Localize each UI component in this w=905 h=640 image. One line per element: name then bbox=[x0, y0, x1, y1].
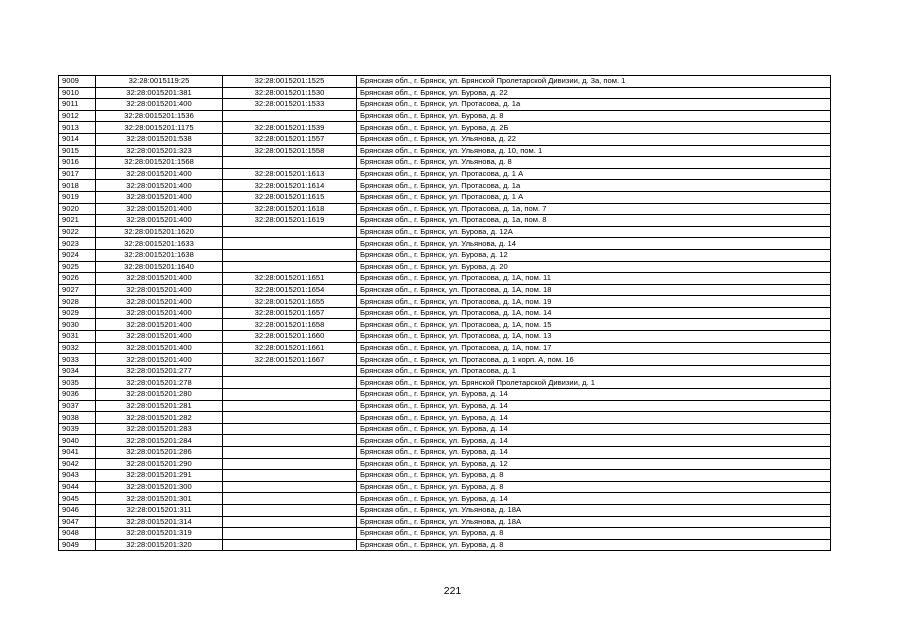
table-row bbox=[59, 273, 831, 285]
record-number-cell: 9017 bbox=[59, 168, 96, 180]
table-row bbox=[59, 307, 831, 319]
cadastral-number-cell: 32:28:0015201:323 bbox=[96, 145, 223, 157]
address-cell: Брянская обл., г. Брянск, ул. Бурова, д. 12А bbox=[357, 226, 831, 238]
cadastral-number-cell: 32:28:0015119:25 bbox=[96, 76, 223, 88]
table-row bbox=[59, 354, 831, 366]
address-cell: Брянская обл., г. Брянск, ул. Ульянова, д. 22 bbox=[357, 133, 831, 145]
cadastral-number-cell: 32:28:0015201:314 bbox=[96, 516, 223, 528]
record-number-cell: 9037 bbox=[59, 400, 96, 412]
record-number-cell: 9039 bbox=[59, 423, 96, 435]
premises-cadastral-number-cell: 32:28:0015201:1614 bbox=[223, 180, 357, 192]
record-number-cell: 9011 bbox=[59, 99, 96, 111]
premises-cadastral-number-cell bbox=[223, 481, 357, 493]
premises-cadastral-number-cell: 32:28:0015201:1660 bbox=[223, 331, 357, 343]
record-number-cell: 9031 bbox=[59, 331, 96, 343]
record-number-cell: 9036 bbox=[59, 389, 96, 401]
record-number-cell: 9015 bbox=[59, 145, 96, 157]
record-number-cell: 9044 bbox=[59, 481, 96, 493]
premises-cadastral-number-cell: 32:28:0015201:1558 bbox=[223, 145, 357, 157]
record-number-cell: 9032 bbox=[59, 342, 96, 354]
premises-cadastral-number-cell: 32:28:0015201:1557 bbox=[223, 133, 357, 145]
table-row bbox=[59, 203, 831, 215]
address-cell: Брянская обл., г. Брянск, ул. Ульянова, д. 14 bbox=[357, 238, 831, 250]
premises-cadastral-number-cell: 32:28:0015201:1655 bbox=[223, 296, 357, 308]
table-row bbox=[59, 481, 831, 493]
cadastral-number-cell: 32:28:0015201:281 bbox=[96, 400, 223, 412]
address-cell: Брянская обл., г. Брянск, ул. Бурова, д. 14 bbox=[357, 493, 831, 505]
record-number-cell: 9046 bbox=[59, 504, 96, 516]
cadastral-number-cell: 32:28:0015201:400 bbox=[96, 180, 223, 192]
cadastral-number-cell: 32:28:0015201:400 bbox=[96, 284, 223, 296]
table-row bbox=[59, 389, 831, 401]
table-row bbox=[59, 493, 831, 505]
table-row bbox=[59, 504, 831, 516]
address-cell: Брянская обл., г. Брянск, ул. Протасова, д. 1А, пом. 13 bbox=[357, 331, 831, 343]
cadastral-number-cell: 32:28:0015201:1638 bbox=[96, 249, 223, 261]
address-cell: Брянская обл., г. Брянск, ул. Протасова, д. 1а, пом. 7 bbox=[357, 203, 831, 215]
record-number-cell: 9016 bbox=[59, 157, 96, 169]
table-row bbox=[59, 87, 831, 99]
table-row bbox=[59, 400, 831, 412]
premises-cadastral-number-cell bbox=[223, 389, 357, 401]
premises-cadastral-number-cell bbox=[223, 226, 357, 238]
premises-cadastral-number-cell: 32:28:0015201:1651 bbox=[223, 273, 357, 285]
cadastral-number-cell: 32:28:0015201:282 bbox=[96, 412, 223, 424]
premises-cadastral-number-cell: 32:28:0015201:1667 bbox=[223, 354, 357, 366]
table-row bbox=[59, 110, 831, 122]
records-table bbox=[58, 75, 831, 551]
premises-cadastral-number-cell: 32:28:0015201:1658 bbox=[223, 319, 357, 331]
table-row bbox=[59, 447, 831, 459]
record-number-cell: 9043 bbox=[59, 470, 96, 482]
address-cell: Брянская обл., г. Брянск, ул. Бурова, д. 8 bbox=[357, 481, 831, 493]
cadastral-number-cell: 32:28:0015201:311 bbox=[96, 504, 223, 516]
cadastral-number-cell: 32:28:0015201:400 bbox=[96, 307, 223, 319]
cadastral-number-cell: 32:28:0015201:320 bbox=[96, 539, 223, 551]
premises-cadastral-number-cell: 32:28:0015201:1533 bbox=[223, 99, 357, 111]
cadastral-number-cell: 32:28:0015201:278 bbox=[96, 377, 223, 389]
address-cell: Брянская обл., г. Брянск, ул. Брянской Пролетарской Дивизии, д. 3а, пом. 1 bbox=[357, 76, 831, 88]
record-number-cell: 9010 bbox=[59, 87, 96, 99]
premises-cadastral-number-cell bbox=[223, 528, 357, 540]
premises-cadastral-number-cell bbox=[223, 400, 357, 412]
address-cell: Брянская обл., г. Брянск, ул. Протасова, д. 1А, пом. 18 bbox=[357, 284, 831, 296]
record-number-cell: 9027 bbox=[59, 284, 96, 296]
table-row bbox=[59, 261, 831, 273]
address-cell: Брянская обл., г. Брянск, ул. Протасова, д. 1А, пом. 15 bbox=[357, 319, 831, 331]
table-row bbox=[59, 238, 831, 250]
cadastral-number-cell: 32:28:0015201:400 bbox=[96, 354, 223, 366]
premises-cadastral-number-cell bbox=[223, 516, 357, 528]
cadastral-number-cell: 32:28:0015201:400 bbox=[96, 215, 223, 227]
cadastral-number-cell: 32:28:0015201:1568 bbox=[96, 157, 223, 169]
address-cell: Брянская обл., г. Брянск, ул. Протасова, д. 1 корп. А, пом. 16 bbox=[357, 354, 831, 366]
premises-cadastral-number-cell bbox=[223, 423, 357, 435]
premises-cadastral-number-cell: 32:28:0015201:1613 bbox=[223, 168, 357, 180]
cadastral-number-cell: 32:28:0015201:1175 bbox=[96, 122, 223, 134]
address-cell: Брянская обл., г. Брянск, ул. Протасова, д. 1 А bbox=[357, 168, 831, 180]
record-number-cell: 9026 bbox=[59, 273, 96, 285]
address-cell: Брянская обл., г. Брянск, ул. Протасова, д. 1 А bbox=[357, 191, 831, 203]
table-row bbox=[59, 284, 831, 296]
premises-cadastral-number-cell: 32:28:0015201:1654 bbox=[223, 284, 357, 296]
premises-cadastral-number-cell bbox=[223, 249, 357, 261]
premises-cadastral-number-cell: 32:28:0015201:1615 bbox=[223, 191, 357, 203]
address-cell: Брянская обл., г. Брянск, ул. Протасова, д. 1а bbox=[357, 180, 831, 192]
record-number-cell: 9047 bbox=[59, 516, 96, 528]
record-number-cell: 9009 bbox=[59, 76, 96, 88]
cadastral-number-cell: 32:28:0015201:319 bbox=[96, 528, 223, 540]
table-row bbox=[59, 539, 831, 551]
record-number-cell: 9023 bbox=[59, 238, 96, 250]
cadastral-number-cell: 32:28:0015201:400 bbox=[96, 296, 223, 308]
table-row bbox=[59, 249, 831, 261]
record-number-cell: 9045 bbox=[59, 493, 96, 505]
address-cell: Брянская обл., г. Брянск, ул. Ульянова, д. 18А bbox=[357, 504, 831, 516]
record-number-cell: 9049 bbox=[59, 539, 96, 551]
record-number-cell: 9020 bbox=[59, 203, 96, 215]
table-row bbox=[59, 133, 831, 145]
table-row bbox=[59, 423, 831, 435]
record-number-cell: 9033 bbox=[59, 354, 96, 366]
cadastral-number-cell: 32:28:0015201:400 bbox=[96, 99, 223, 111]
table-row bbox=[59, 168, 831, 180]
record-number-cell: 9030 bbox=[59, 319, 96, 331]
record-number-cell: 9042 bbox=[59, 458, 96, 470]
cadastral-number-cell: 32:28:0015201:301 bbox=[96, 493, 223, 505]
address-cell: Брянская обл., г. Брянск, ул. Протасова, д. 1А, пом. 14 bbox=[357, 307, 831, 319]
record-number-cell: 9018 bbox=[59, 180, 96, 192]
premises-cadastral-number-cell bbox=[223, 493, 357, 505]
premises-cadastral-number-cell: 32:28:0015201:1657 bbox=[223, 307, 357, 319]
premises-cadastral-number-cell: 32:28:0015201:1618 bbox=[223, 203, 357, 215]
record-number-cell: 9013 bbox=[59, 122, 96, 134]
record-number-cell: 9040 bbox=[59, 435, 96, 447]
record-number-cell: 9021 bbox=[59, 215, 96, 227]
cadastral-number-cell: 32:28:0015201:1640 bbox=[96, 261, 223, 273]
premises-cadastral-number-cell: 32:28:0015201:1661 bbox=[223, 342, 357, 354]
records-table-body bbox=[59, 76, 831, 551]
address-cell: Брянская обл., г. Брянск, ул. Ульянова, д. 10, пом. 1 bbox=[357, 145, 831, 157]
record-number-cell: 9028 bbox=[59, 296, 96, 308]
cadastral-number-cell: 32:28:0015201:291 bbox=[96, 470, 223, 482]
cadastral-number-cell: 32:28:0015201:1633 bbox=[96, 238, 223, 250]
premises-cadastral-number-cell bbox=[223, 458, 357, 470]
premises-cadastral-number-cell: 32:28:0015201:1530 bbox=[223, 87, 357, 99]
premises-cadastral-number-cell bbox=[223, 238, 357, 250]
table-row bbox=[59, 342, 831, 354]
page-number: 221 bbox=[443, 585, 462, 597]
address-cell: Брянская обл., г. Брянск, ул. Протасова, д. 1а, пом. 8 bbox=[357, 215, 831, 227]
address-cell: Брянская обл., г. Брянск, ул. Бурова, д. 8 bbox=[357, 539, 831, 551]
table-row bbox=[59, 412, 831, 424]
cadastral-number-cell: 32:28:0015201:280 bbox=[96, 389, 223, 401]
cadastral-number-cell: 32:28:0015201:400 bbox=[96, 319, 223, 331]
cadastral-number-cell: 32:28:0015201:1536 bbox=[96, 110, 223, 122]
premises-cadastral-number-cell bbox=[223, 377, 357, 389]
cadastral-number-cell: 32:28:0015201:400 bbox=[96, 331, 223, 343]
address-cell: Брянская обл., г. Брянск, ул. Бурова, д. 14 bbox=[357, 389, 831, 401]
cadastral-number-cell: 32:28:0015201:400 bbox=[96, 203, 223, 215]
cadastral-number-cell: 32:28:0015201:381 bbox=[96, 87, 223, 99]
table-row bbox=[59, 226, 831, 238]
address-cell: Брянская обл., г. Брянск, ул. Протасова, д. 1А, пом. 11 bbox=[357, 273, 831, 285]
record-number-cell: 9025 bbox=[59, 261, 96, 273]
table-row bbox=[59, 319, 831, 331]
record-number-cell: 9012 bbox=[59, 110, 96, 122]
address-cell: Брянская обл., г. Брянск, ул. Бурова, д. 12 bbox=[357, 458, 831, 470]
table-row bbox=[59, 180, 831, 192]
premises-cadastral-number-cell bbox=[223, 157, 357, 169]
address-cell: Брянская обл., г. Брянск, ул. Протасова, д. 1а bbox=[357, 99, 831, 111]
record-number-cell: 9024 bbox=[59, 249, 96, 261]
address-cell: Брянская обл., г. Брянск, ул. Бурова, д. 14 bbox=[357, 423, 831, 435]
record-number-cell: 9038 bbox=[59, 412, 96, 424]
record-number-cell: 9029 bbox=[59, 307, 96, 319]
premises-cadastral-number-cell bbox=[223, 504, 357, 516]
cadastral-number-cell: 32:28:0015201:283 bbox=[96, 423, 223, 435]
address-cell: Брянская обл., г. Брянск, ул. Бурова, д. 14 bbox=[357, 447, 831, 459]
premises-cadastral-number-cell bbox=[223, 470, 357, 482]
cadastral-number-cell: 32:28:0015201:400 bbox=[96, 273, 223, 285]
table-row bbox=[59, 157, 831, 169]
premises-cadastral-number-cell bbox=[223, 261, 357, 273]
cadastral-number-cell: 32:28:0015201:277 bbox=[96, 365, 223, 377]
table-row bbox=[59, 76, 831, 88]
table-row bbox=[59, 528, 831, 540]
table-row bbox=[59, 215, 831, 227]
premises-cadastral-number-cell bbox=[223, 435, 357, 447]
premises-cadastral-number-cell: 32:28:0015201:1539 bbox=[223, 122, 357, 134]
address-cell: Брянская обл., г. Брянск, ул. Брянской Пролетарской Дивизии, д. 1 bbox=[357, 377, 831, 389]
table-row bbox=[59, 458, 831, 470]
cadastral-number-cell: 32:28:0015201:286 bbox=[96, 447, 223, 459]
address-cell: Брянская обл., г. Брянск, ул. Бурова, д. 2Б bbox=[357, 122, 831, 134]
table-row bbox=[59, 191, 831, 203]
premises-cadastral-number-cell bbox=[223, 539, 357, 551]
address-cell: Брянская обл., г. Брянск, ул. Протасова, д. 1А, пом. 19 bbox=[357, 296, 831, 308]
premises-cadastral-number-cell bbox=[223, 365, 357, 377]
table-row bbox=[59, 145, 831, 157]
address-cell: Брянская обл., г. Брянск, ул. Бурова, д. 20 bbox=[357, 261, 831, 273]
record-number-cell: 9034 bbox=[59, 365, 96, 377]
record-number-cell: 9035 bbox=[59, 377, 96, 389]
cadastral-number-cell: 32:28:0015201:300 bbox=[96, 481, 223, 493]
table-row bbox=[59, 122, 831, 134]
address-cell: Брянская обл., г. Брянск, ул. Бурова, д. 14 bbox=[357, 400, 831, 412]
premises-cadastral-number-cell bbox=[223, 110, 357, 122]
cadastral-number-cell: 32:28:0015201:400 bbox=[96, 191, 223, 203]
address-cell: Брянская обл., г. Брянск, ул. Бурова, д. 8 bbox=[357, 110, 831, 122]
record-number-cell: 9048 bbox=[59, 528, 96, 540]
address-cell: Брянская обл., г. Брянск, ул. Бурова, д. 12 bbox=[357, 249, 831, 261]
table-row bbox=[59, 377, 831, 389]
table-row bbox=[59, 470, 831, 482]
cadastral-number-cell: 32:28:0015201:284 bbox=[96, 435, 223, 447]
cadastral-number-cell: 32:28:0015201:1620 bbox=[96, 226, 223, 238]
premises-cadastral-number-cell bbox=[223, 412, 357, 424]
premises-cadastral-number-cell: 32:28:0015201:1525 bbox=[223, 76, 357, 88]
address-cell: Брянская обл., г. Брянск, ул. Ульянова, д. 18А bbox=[357, 516, 831, 528]
table-row bbox=[59, 331, 831, 343]
premises-cadastral-number-cell: 32:28:0015201:1619 bbox=[223, 215, 357, 227]
address-cell: Брянская обл., г. Брянск, ул. Бурова, д. 14 bbox=[357, 435, 831, 447]
address-cell: Брянская обл., г. Брянск, ул. Протасова, д. 1 bbox=[357, 365, 831, 377]
cadastral-number-cell: 32:28:0015201:290 bbox=[96, 458, 223, 470]
address-cell: Брянская обл., г. Брянск, ул. Бурова, д. 14 bbox=[357, 412, 831, 424]
table-row bbox=[59, 435, 831, 447]
premises-cadastral-number-cell bbox=[223, 447, 357, 459]
record-number-cell: 9022 bbox=[59, 226, 96, 238]
cadastral-number-cell: 32:28:0015201:400 bbox=[96, 168, 223, 180]
address-cell: Брянская обл., г. Брянск, ул. Протасова, д. 1А, пом. 17 bbox=[357, 342, 831, 354]
record-number-cell: 9014 bbox=[59, 133, 96, 145]
record-number-cell: 9041 bbox=[59, 447, 96, 459]
address-cell: Брянская обл., г. Брянск, ул. Ульянова, д. 8 bbox=[357, 157, 831, 169]
record-number-cell: 9019 bbox=[59, 191, 96, 203]
address-cell: Брянская обл., г. Брянск, ул. Бурова, д. 8 bbox=[357, 470, 831, 482]
table-row bbox=[59, 516, 831, 528]
table-row bbox=[59, 296, 831, 308]
address-cell: Брянская обл., г. Брянск, ул. Бурова, д. 8 bbox=[357, 528, 831, 540]
address-cell: Брянская обл., г. Брянск, ул. Бурова, д. 22 bbox=[357, 87, 831, 99]
table-row bbox=[59, 99, 831, 111]
table-row bbox=[59, 365, 831, 377]
cadastral-number-cell: 32:28:0015201:400 bbox=[96, 342, 223, 354]
cadastral-number-cell: 32:28:0015201:538 bbox=[96, 133, 223, 145]
